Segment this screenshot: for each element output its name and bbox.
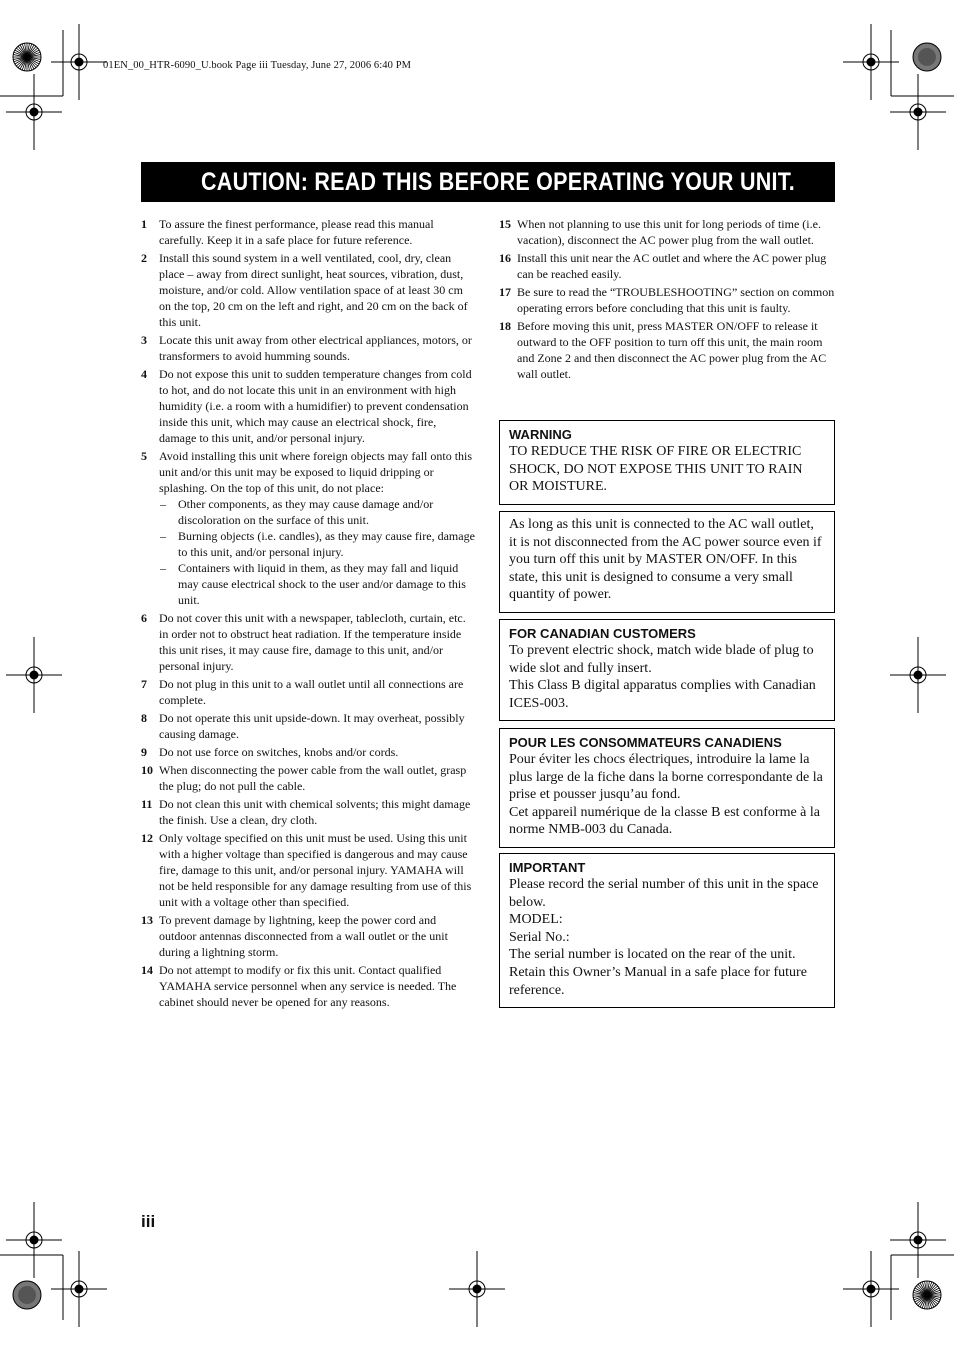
item-number: 8 <box>141 711 147 725</box>
color-registration-mark <box>13 1281 41 1309</box>
list-item <box>141 332 475 364</box>
box-line: Retain this Owner’s Manual in a safe place for future reference. <box>509 964 807 998</box>
item-number: 14 <box>141 963 153 977</box>
item-text: Install this sound system in a well ventilated, cool, dry, clean place – away from direct sunlight, heat sources, vibration, dust, moisture, and/or cold. Allow ventilation space of at least 30 cm on the top, 20 cm on the left and right, and 20 cm on the back of this unit. <box>159 251 468 329</box>
box-line: Cet appareil numérique de la classe B est conforme à la norme NMB-003 du Canada. <box>509 804 820 838</box>
sub-item-text: Other components, as they may cause damage and/or discoloration on the surface of this unit. <box>178 497 434 527</box>
sub-item-text: Containers with liquid in them, as they may fall and liquid may cause electrical shock to the user and/or damage to this unit. <box>178 561 466 607</box>
item-number: 9 <box>141 745 147 759</box>
consommateurs-canadiens-box <box>499 728 835 848</box>
box-heading: WARNING <box>509 427 572 442</box>
caution-list-right <box>499 216 835 384</box>
box-heading: POUR LES CONSOMMATEURS CANADIENS <box>509 735 782 750</box>
print-header-note: 01EN_00_HTR-6090_U.book Page iii Tuesday, June 27, 2006 6:40 PM <box>103 60 412 71</box>
box-line: The serial number is located on the rear of the unit. <box>509 947 796 963</box>
item-text: Do not clean this unit with chemical solvents; this might damage the finish. Use a clean, dry cloth. <box>159 797 471 827</box>
dash-bullet: – <box>160 529 166 543</box>
page-title: CAUTION: READ THIS BEFORE OPERATING YOUR UNIT. <box>201 167 795 196</box>
box-line: As long as this unit is connected to the AC wall outlet, it is not disconnected from the AC power source even if you turn off this unit by MASTER ON/OFF. In this state, this unit is designed to consume a very small quantity of power. <box>509 517 822 603</box>
item-text: Install this unit near the AC outlet and where the AC power plug can be reached easily. <box>517 251 827 281</box>
list-item <box>141 796 475 828</box>
box-line: TO REDUCE THE RISK OF FIRE OR ELECTRIC SHOCK, DO NOT EXPOSE THIS UNIT TO RAIN OR MOISTURE. <box>509 444 803 495</box>
item-text: Be sure to read the “TROUBLESHOOTING” section on common operating errors before concluding that this unit is faulty. <box>517 285 835 315</box>
item-text: Do not operate this unit upside-down. It may overheat, possibly causing damage. <box>159 711 465 741</box>
warning-box <box>499 420 835 505</box>
item-number: 18 <box>499 319 511 333</box>
item-number: 13 <box>141 913 153 927</box>
item-text: Only voltage specified on this unit must be used. Using this unit with a higher voltage than specified is dangerous and may cause fire, damage to this unit, and/or personal injury. YAMAHA will not be held responsible for any damage resulting from use of this unit with a voltage other than specified. <box>159 831 472 909</box>
item-text: When disconnecting the power cable from the wall outlet, grasp the plug; do not pull the cable. <box>159 763 467 793</box>
crosshair-mark <box>890 637 946 713</box>
box-line: Pour éviter les chocs électriques, introduire la lame la plus large de la fiche dans la borne correspondante de la prise et pousser jusqu’au fond. <box>509 752 823 803</box>
box-line: Serial No.: <box>509 929 570 945</box>
item-number: 11 <box>141 797 153 811</box>
color-registration-mark <box>913 1281 941 1309</box>
box-line: To prevent electric shock, match wide blade of plug to wide slot and fully insert. <box>509 643 814 676</box>
item-text: When not planning to use this unit for long periods of time (i.e. vacation), disconnect the AC power plug from the wall outlet. <box>517 217 821 247</box>
box-line: This Class B digital apparatus complies with Canadian ICES-003. <box>509 678 816 711</box>
page-number: iii <box>141 1212 156 1231</box>
item-text: To assure the finest performance, please read this manual carefully. Keep it in a safe place for future reference. <box>159 217 434 247</box>
crosshair-mark <box>890 74 946 150</box>
item-text: Before moving this unit, press MASTER ON/OFF to release it outward to the OFF position to turn off this unit, the main room and Zone 2 and then disconnect the AC power plug from the AC wall outlet. <box>517 319 827 381</box>
list-item <box>141 830 475 910</box>
item-number: 1 <box>141 217 147 231</box>
sub-item <box>159 496 475 528</box>
list-item <box>141 448 475 608</box>
list-item <box>141 762 475 794</box>
list-item <box>141 962 475 1010</box>
item-number: 4 <box>141 367 147 381</box>
item-text: Do not use force on switches, knobs and/or cords. <box>159 745 399 759</box>
list-item <box>141 710 475 742</box>
item-number: 2 <box>141 251 147 265</box>
item-text: Avoid installing this unit where foreign objects may fall onto this unit and/or this unit may be exposed to liquid dripping or splashing. On the top of this unit, do not place: <box>159 449 473 495</box>
list-item <box>499 250 835 282</box>
list-item <box>499 318 835 382</box>
caution-list-left <box>141 216 475 1012</box>
power-notice-box <box>499 511 835 613</box>
sub-item <box>159 560 475 608</box>
item-number: 5 <box>141 449 147 463</box>
important-box <box>499 853 835 1008</box>
list-item <box>141 744 475 760</box>
sub-item <box>159 528 475 560</box>
item-number: 3 <box>141 333 147 347</box>
list-item <box>141 676 475 708</box>
crosshair-mark <box>6 637 62 713</box>
item-number: 12 <box>141 831 153 845</box>
list-item <box>141 216 475 248</box>
item-text: Locate this unit away from other electrical appliances, motors, or transformers to avoid humming sounds. <box>159 333 472 363</box>
item-number: 7 <box>141 677 147 691</box>
list-item <box>141 366 475 446</box>
item-number: 10 <box>141 763 153 777</box>
box-heading: FOR CANADIAN CUSTOMERS <box>509 626 696 641</box>
box-line: Please record the serial number of this unit in the space below. <box>509 877 819 910</box>
dash-bullet: – <box>160 497 166 511</box>
box-heading: IMPORTANT <box>509 860 586 875</box>
item-text: Do not plug in this unit to a wall outlet until all connections are complete. <box>159 677 464 707</box>
list-item <box>141 610 475 674</box>
list-item <box>141 250 475 330</box>
crosshair-mark <box>51 24 107 100</box>
list-item-head <box>141 448 475 496</box>
color-registration-mark <box>13 43 41 71</box>
crosshair-mark <box>6 74 62 150</box>
list-item <box>499 216 835 248</box>
crosshair-mark <box>6 1202 62 1278</box>
item-text: Do not attempt to modify or fix this unit. Contact qualified YAMAHA service personnel when any service is needed. The cabinet should never be opened for any reasons. <box>159 963 457 1009</box>
caution-banner <box>141 162 835 202</box>
crosshair-mark <box>449 1251 505 1327</box>
canadian-customers-box <box>499 619 835 721</box>
crosshair-mark <box>51 1251 107 1327</box>
item-number: 6 <box>141 611 147 625</box>
color-registration-mark <box>913 43 941 71</box>
item-text: Do not cover this unit with a newspaper, tablecloth, curtain, etc. in order not to obstruct heat radiation. If the temperature inside this unit rises, it may cause fire, damage to this unit, and/or personal injury. <box>159 611 466 673</box>
item-number: 17 <box>499 285 511 299</box>
box-line: MODEL: <box>509 912 563 928</box>
dash-bullet: – <box>160 561 166 575</box>
item-number: 16 <box>499 251 511 265</box>
item-number: 15 <box>499 217 511 231</box>
list-item <box>141 912 475 960</box>
item-text: To prevent damage by lightning, keep the power cord and outdoor antennas disconnected from a wall outlet or the unit during a lightning storm. <box>159 913 448 959</box>
list-item <box>499 284 835 316</box>
crosshair-mark <box>890 1202 946 1278</box>
item-text: Do not expose this unit to sudden temperature changes from cold to hot, and do not locate this unit in an environment with high humidity (i.e. a room with a humidifier) to prevent condensation inside this unit, which may cause an electrical shock, fire, damage to this unit, and/or personal injury. <box>159 367 472 445</box>
sub-item-text: Burning objects (i.e. candles), as they may cause fire, damage to this unit, and/or personal injury. <box>178 529 475 559</box>
